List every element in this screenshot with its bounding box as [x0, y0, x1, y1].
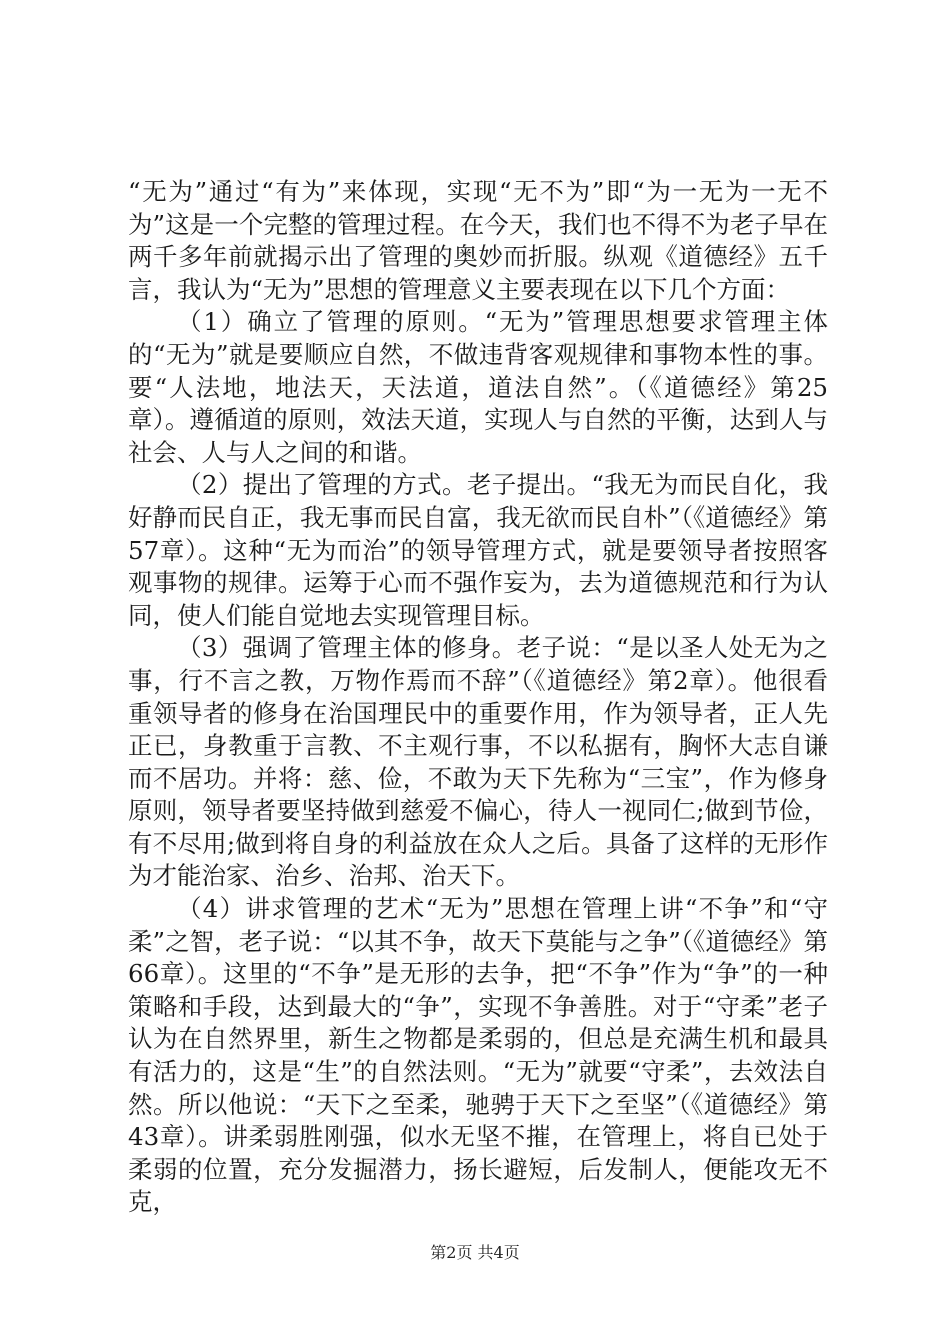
paragraph-point-2: （2）提出了管理的方式。老子提出。“我无为而民自化，我好静而民自正，我无事而民自富，我无欲而民自朴”（《道德经》第57章）。这种“无为而治”的领导管理方式，就是要领导者按照客观事物的规律。运筹于心而不强作妄为，去为道德规范和行为认同，使人们能自觉地去实现管理目标。 — [128, 470, 828, 630]
paragraph-point-3: （3）强调了管理主体的修身。老子说：“是以圣人处无为之事，行不言之教，万物作焉而不辞”（《道德经》第2章）。他很看重领导者的修身在治国理民中的重要作用，作为领导者，正人先正已，身教重于言教、不主观行事，不以私据有，胸怀大志自谦而不居功。并将：慈、俭，不敢为天下先称为“三宝”，作为修身原则，领导者要坚持做到慈爱不偏心，待人一视同仁;做到节俭，有不尽用;做到将自身的利益放在众人之后。具备了这样的无形作为才能治家、治乡、治邦、治天下。 — [128, 633, 828, 891]
paragraph-point-1: （1）确立了管理的原则。“无为”管理思想要求管理主体的“无为”就是要顺应自然，不做违背客观规律和事物本性的事。要“人法地，地法天，天法道，道法自然”。（《道德经》第25章）。遵循道的原则，效法天道，实现人与自然的平衡，达到人与社会、人与人之间的和谐。 — [128, 307, 828, 467]
paragraph-point-4: （4）讲求管理的艺术“无为”思想在管理上讲“不争”和“守柔”之智，老子说：“以其不争，故天下莫能与之争”（《道德经》第66章）。这里的“不争”是无形的去争，把“不争”作为“争”的一种策略和手段，达到最大的“争”，实现不争善胜。对于“守柔”老子认为在自然界里，新生之物都是柔弱的，但总是充满生机和最具有活力的，这是“生”的自然法则。“无为”就要“守柔”，去效法自然。所以他说：“天下之至柔，驰骋于天下之至坚”（《道德经》第43章）。讲柔弱胜刚强，似水无坚不摧，在管理上，将自已处于柔弱的位置，充分发掘潜力，扬长避短，后发制人，便能攻无不克， — [128, 894, 828, 1217]
page-number-footer: 第2页 共4页 — [430, 1243, 520, 1262]
document-body — [128, 176, 828, 1219]
paragraph-intro: “无为”通过“有为”来体现，实现“无不为”即“为一无为一无不为”这是一个完整的管理过程。在今天，我们也不得不为老子早在两千多年前就揭示出了管理的奥妙而折服。纵观《道德经》五千言，我认为“无为”思想的管理意义主要表现在以下几个方面： — [128, 177, 828, 304]
